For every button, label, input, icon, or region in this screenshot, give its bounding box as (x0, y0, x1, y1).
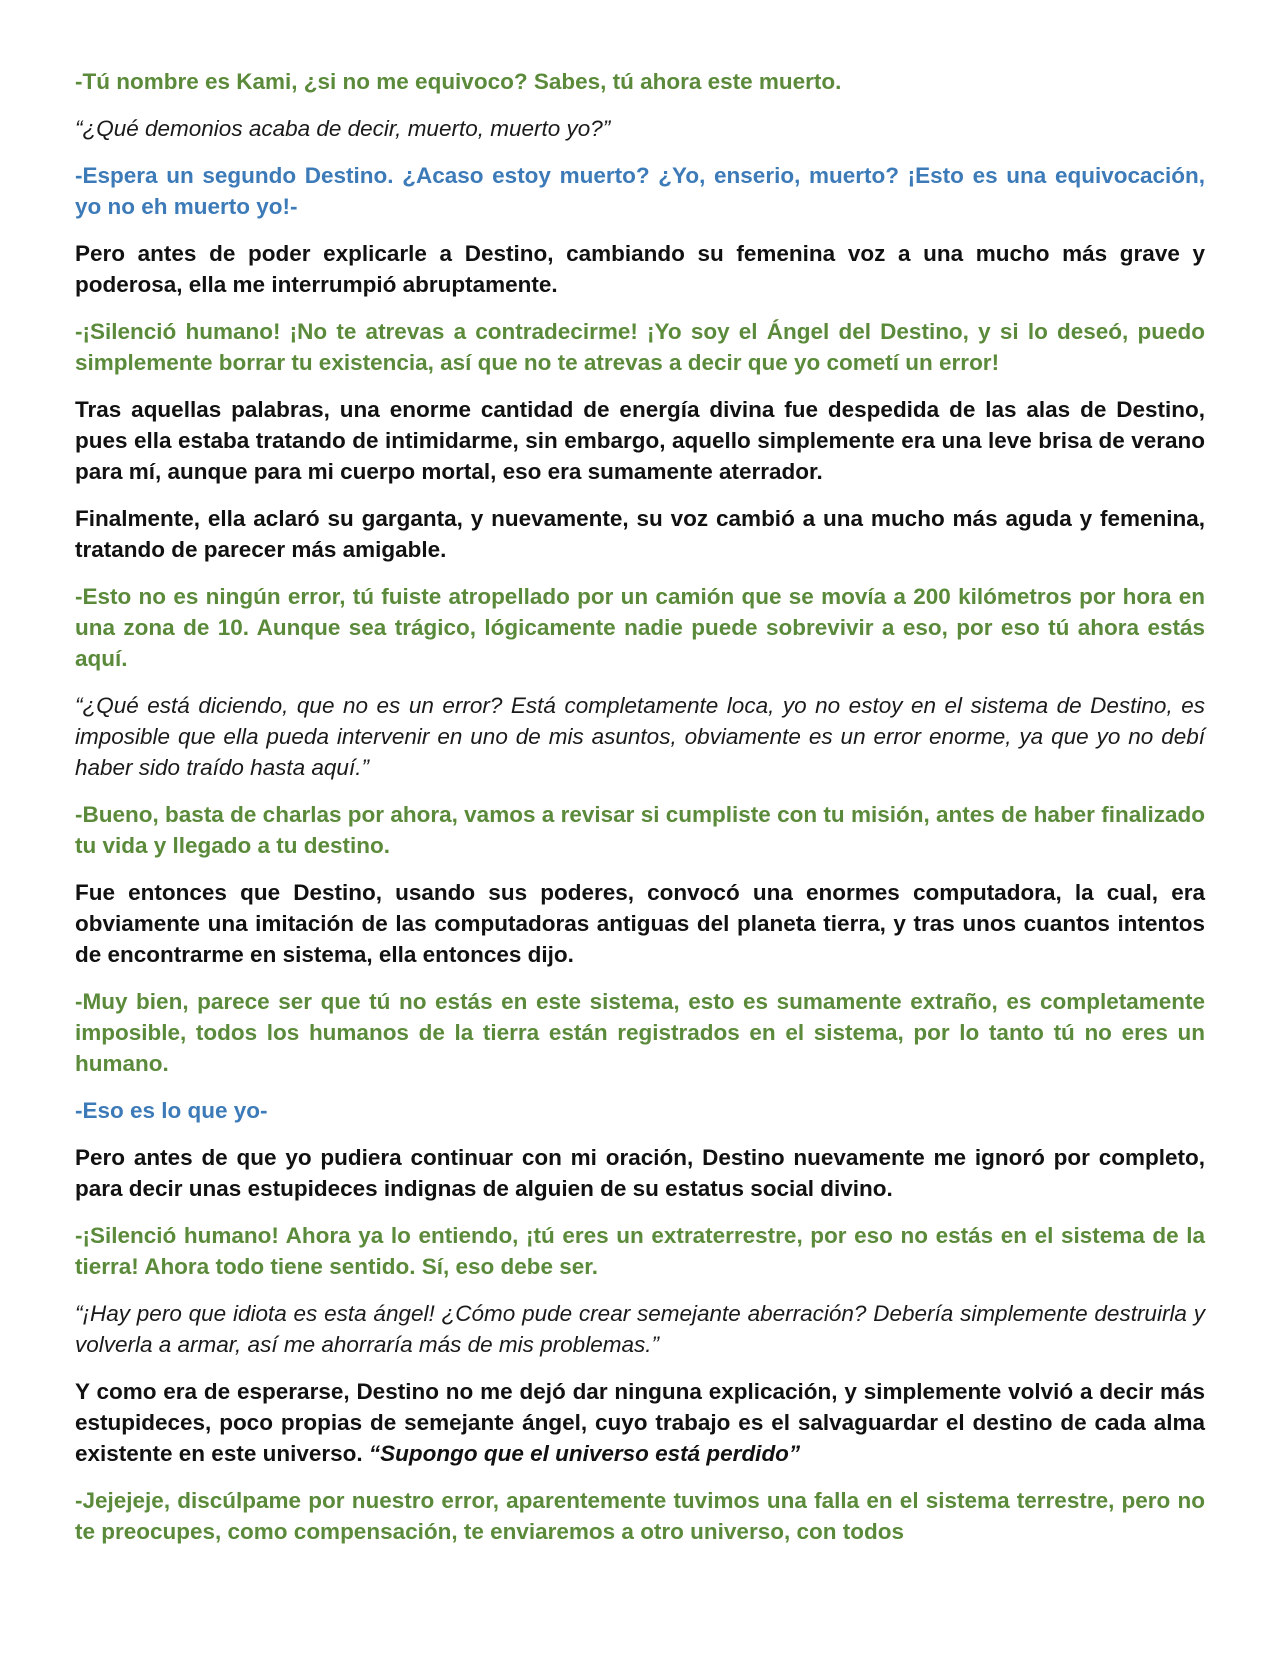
narration-paragraph: Tras aquellas palabras, una enorme cantidad de energía divina fue despedida de las alas de Destino, pues ella estaba tratando de intimidarme, sin embargo, aquello simplemente era una leve brisa de verano para mí, aunque para mi cuerpo mortal, eso era sumamente aterrador. (75, 397, 1205, 484)
inline-thought: “Supongo que el universo está perdido” (368, 1441, 801, 1466)
destino-dialogue: -¡Silenció humano! ¡No te atrevas a contradecirme! ¡Yo soy el Ángel del Destino, y si lo deseó, puedo simplemente borrar tu existencia, así que no te atrevas a decir que yo cometí un error! (75, 319, 1205, 375)
kami-thought: “¿Qué demonios acaba de decir, muerto, muerto yo?” (75, 116, 611, 141)
document-page (75, 66, 1205, 1547)
destino-dialogue: -Bueno, basta de charlas por ahora, vamos a revisar si cumpliste con tu misión, antes de haber finalizado tu vida y llegado a tu destino. (75, 802, 1205, 858)
narration-paragraph: Pero antes de que yo pudiera continuar con mi oración, Destino nuevamente me ignoró por completo, para decir unas estupideces indignas de alguien de su estatus social divino. (75, 1145, 1205, 1201)
destino-dialogue: -Muy bien, parece ser que tú no estás en este sistema, esto es sumamente extraño, es completamente imposible, todos los humanos de la tierra están registrados en el sistema, por lo tanto tú no eres un humano. (75, 989, 1205, 1076)
destino-dialogue: -Tú nombre es Kami, ¿si no me equivoco? Sabes, tú ahora este muerto. (75, 69, 842, 94)
narration-paragraph: Fue entonces que Destino, usando sus poderes, convocó una enormes computadora, la cual, era obviamente una imitación de las computadoras antiguas del planeta tierra, y tras unos cuantos intentos de encontrarme en sistema, ella entonces dijo. (75, 880, 1205, 967)
kami-dialogue: -Eso es lo que yo- (75, 1098, 268, 1123)
destino-dialogue: -¡Silenció humano! Ahora ya lo entiendo, ¡tú eres un extraterrestre, por eso no estás en el sistema de la tierra! Ahora todo tiene sentido. Sí, eso debe ser. (75, 1223, 1205, 1279)
narration-paragraph: Pero antes de poder explicarle a Destino, cambiando su femenina voz a una mucho más grave y poderosa, ella me interrumpió abruptamente. (75, 241, 1205, 297)
destino-dialogue: -Esto no es ningún error, tú fuiste atropellado por un camión que se movía a 200 kilómetros por hora en una zona de 10. Aunque sea trágico, lógicamente nadie puede sobrevivir a eso, por eso tú ahora estás aquí. (75, 584, 1205, 671)
destino-dialogue: -Jejejeje, discúlpame por nuestro error, aparentemente tuvimos una falla en el sistema terrestre, pero no te preocupes, como compensación, te enviaremos a otro universo, con todos (75, 1488, 1205, 1544)
kami-dialogue: -Espera un segundo Destino. ¿Acaso estoy muerto? ¿Yo, enserio, muerto? ¡Esto es una equivocación, yo no eh muerto yo!- (75, 163, 1205, 219)
narration-text: Y como era de esperarse, Destino no me dejó dar ninguna explicación, y simplemente volvió a decir más estupideces, poco propias de semejante ángel, cuyo trabajo es el salvaguardar el destino de cada alma existente en este universo. (75, 1379, 1205, 1466)
narration-paragraph (75, 1376, 1205, 1469)
kami-thought: “¡Hay pero que idiota es esta ángel! ¿Cómo pude crear semejante aberración? Debería simplemente destruirla y volverla a armar, así me ahorraría más de mis problemas.” (75, 1301, 1205, 1357)
kami-thought: “¿Qué está diciendo, que no es un error? Está completamente loca, yo no estoy en el sistema de Destino, es imposible que ella pueda intervenir en uno de mis asuntos, obviamente es un error enorme, ya que yo no debí haber sido traído hasta aquí.” (75, 693, 1205, 780)
narration-paragraph: Finalmente, ella aclaró su garganta, y nuevamente, su voz cambió a una mucho más aguda y femenina, tratando de parecer más amigable. (75, 506, 1205, 562)
